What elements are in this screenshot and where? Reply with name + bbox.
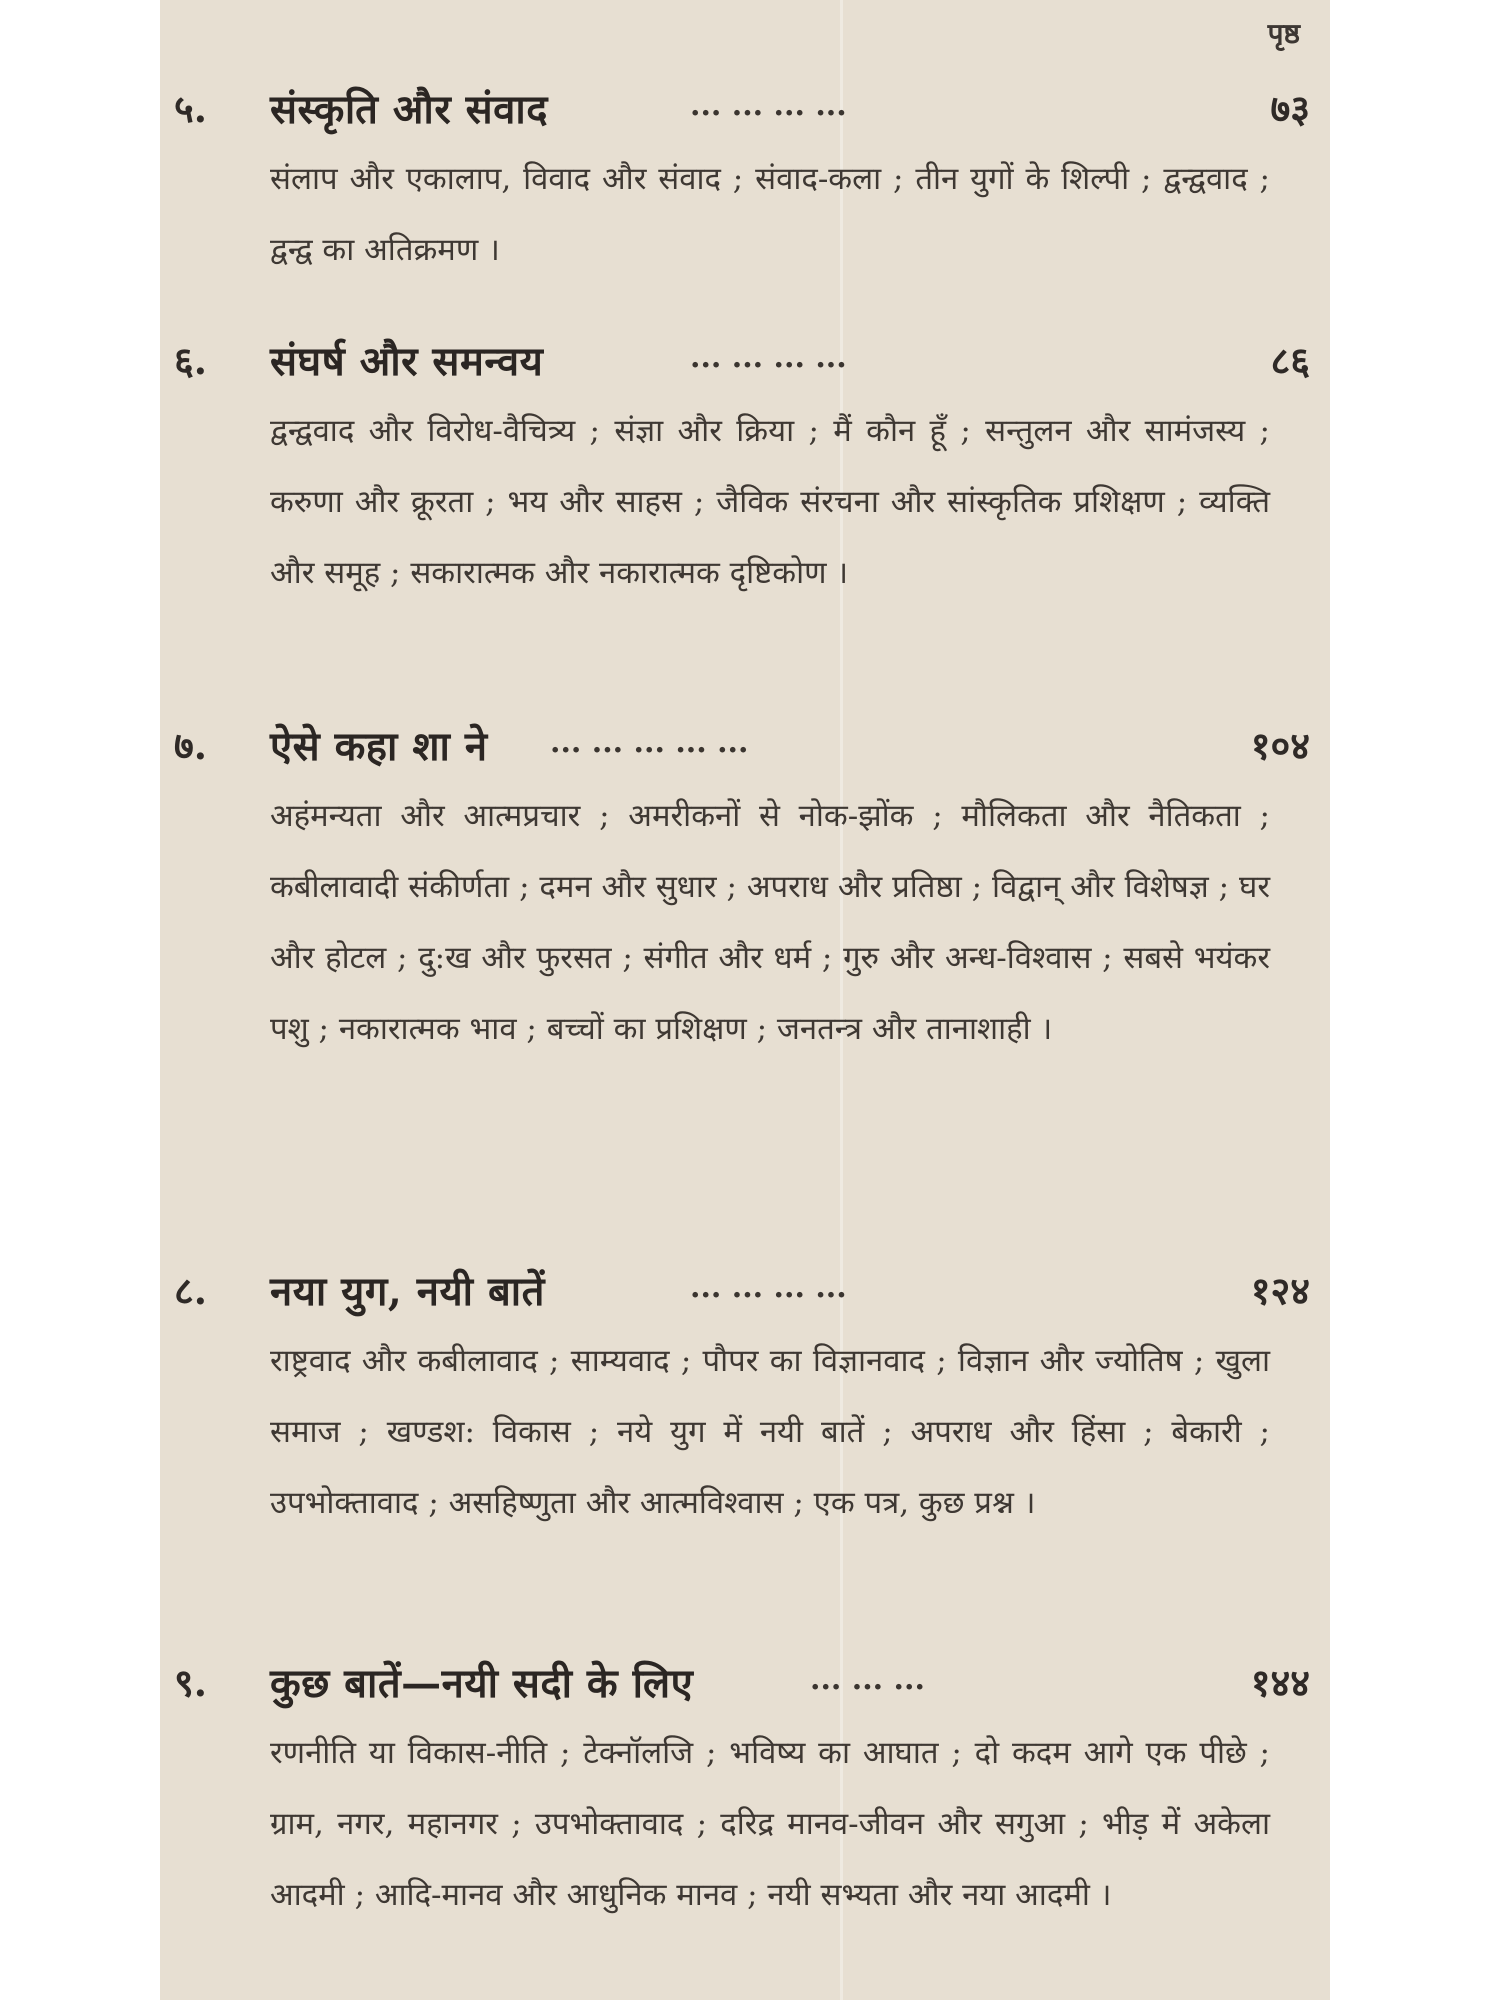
chapter-topics: रणनीति या विकास-नीति ; टेक्नॉलजि ; भविष्य का आघात ; दो कदम आगे एक पीछे ; ग्राम, नगर, महानगर ; उपभोक्तावाद ; दरिद्र मानव-जीवन और सगुआ ; भीड़ में अकेला आदमी ; आदि-मानव और आधुनिक मानव ; नयी सभ्यता और नया आदमी । [270, 1735, 1270, 1913]
chapter-page-number: १४४ [1250, 1660, 1310, 1705]
chapter-title: ऐसे कहा शा ने [270, 723, 488, 770]
chapter-page-number: १२४ [1250, 1268, 1310, 1313]
chapter-number: ६. [174, 338, 207, 383]
chapter-heading [160, 1652, 1330, 1716]
chapter-number: ५. [174, 86, 207, 131]
chapter-heading [160, 1260, 1330, 1324]
chapter-entry [160, 78, 1330, 286]
chapter-number: ९. [174, 1660, 207, 1705]
leader-dots: ... ... ... ... [690, 88, 847, 123]
chapter-topics: राष्ट्रवाद और कबीलावाद ; साम्यवाद ; पौपर का विज्ञानवाद ; विज्ञान और ज्योतिष ; खुला समाज ; खण्डश: विकास ; नये युग में नयी बातें ; अपराध और हिंसा ; बेकारी ; उपभोक्तावाद ; असहिष्णुता और आत्मविश्वास ; एक पत्र, कुछ प्रश्न । [270, 1343, 1270, 1521]
chapter-entry [160, 1260, 1330, 1539]
chapter-page-number: ७३ [1270, 86, 1310, 131]
chapter-number: ८. [174, 1268, 207, 1313]
chapter-page-number: ८६ [1270, 338, 1310, 383]
chapter-page-number: १०४ [1250, 723, 1310, 768]
chapter-title: संस्कृति और संवाद [270, 86, 548, 133]
chapter-title: कुछ बातें—नयी सदी के लिए [270, 1660, 694, 1707]
book-page [160, 0, 1330, 2000]
leader-dots: ... ... ... ... [690, 340, 847, 375]
chapter-entry [160, 330, 1330, 609]
chapter-title: नया युग, नयी बातें [270, 1268, 545, 1315]
page-column-label: पृष्ठ [1267, 17, 1300, 50]
chapter-heading [160, 78, 1330, 142]
chapter-topics: अहंमन्यता और आत्मप्रचार ; अमरीकनों से नोक-झोंक ; मौलिकता और नैतिकता ; कबीलावादी संकीर्णता ; दमन और सुधार ; अपराध और प्रतिष्ठा ; विद्वान् और विशेषज्ञ ; घर और होटल ; दु:ख और फुरसत ; संगीत और धर्म ; गुरु और अन्ध-विश्वास ; सबसे भयंकर पशु ; नकारात्मक भाव ; बच्चों का प्रशिक्षण ; जनतन्त्र और तानाशाही । [270, 798, 1270, 1047]
chapter-heading [160, 715, 1330, 779]
leader-dots: ... ... ... ... ... [550, 725, 749, 760]
chapter-topics: द्वन्द्ववाद और विरोध-वैचित्र्य ; संज्ञा और क्रिया ; मैं कौन हूँ ; सन्तुलन और सामंजस्य ; करुणा और क्रूरता ; भय और साहस ; जैविक संरचना और सांस्कृतिक प्रशिक्षण ; व्यक्ति और समूह ; सकारात्मक और नकारात्मक दृष्टिकोण । [270, 413, 1270, 591]
chapter-number: ७. [174, 723, 207, 768]
chapter-heading [160, 330, 1330, 394]
chapter-topics: संलाप और एकालाप, विवाद और संवाद ; संवाद-कला ; तीन युगों के शिल्पी ; द्वन्द्ववाद ; द्वन्द्व का अतिक्रमण । [270, 161, 1270, 268]
chapter-title: संघर्ष और समन्वय [270, 338, 544, 385]
chapter-entry [160, 715, 1330, 1065]
leader-dots: ... ... ... [810, 1662, 925, 1697]
chapter-entry [160, 1652, 1330, 1931]
leader-dots: ... ... ... ... [690, 1270, 847, 1305]
